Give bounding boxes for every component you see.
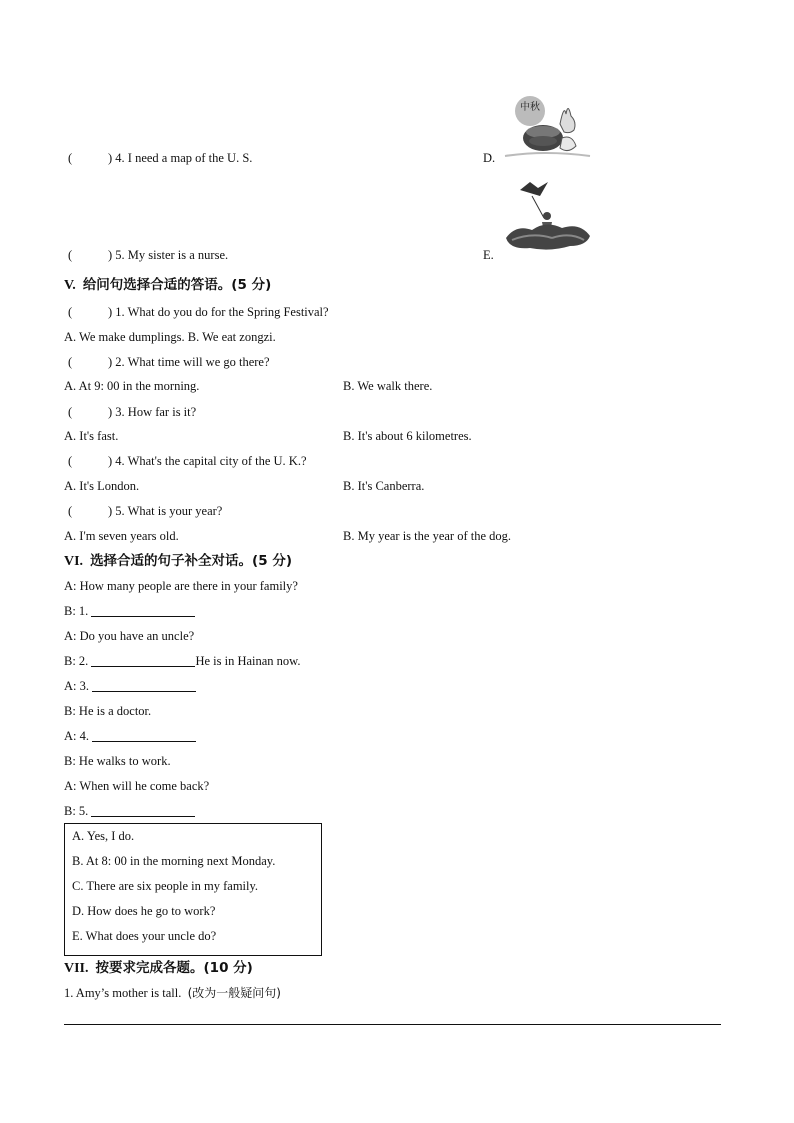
s5-answer-4a: A. It's London.	[64, 479, 140, 493]
s7-question-1: 1. Amy’s mother is tall. (改为一般疑问句)	[64, 986, 281, 1000]
match-letter-d: D.	[483, 151, 496, 165]
section-7-heading: VII. 按要求完成各题。(10 分)	[64, 960, 253, 976]
dialog-line-6: B: He is a doctor.	[64, 704, 152, 718]
dialog-line-5: A: 3.	[64, 678, 196, 694]
match-item-5: ( ) 5. My sister is a nurse.	[68, 248, 229, 262]
blank-5[interactable]	[91, 804, 195, 817]
dialog-line-2: B: 1.	[64, 603, 195, 619]
match-letter-e: E.	[483, 248, 494, 262]
option-b: B. At 8: 00 in the morning next Monday.	[72, 854, 276, 868]
blank-2[interactable]	[91, 654, 195, 667]
mooncake-rabbit-image	[500, 94, 592, 164]
option-a: A. Yes, I do.	[72, 829, 135, 843]
s5-question-3: ( ) 3. How far is it?	[68, 405, 197, 419]
kite-field-image	[502, 178, 594, 258]
dialog-line-10: B: 5.	[64, 803, 195, 819]
dialog-line-1: A: How many people are there in your family?	[64, 579, 298, 593]
answer-line[interactable]	[64, 1024, 721, 1025]
match-item-5-text: 5. My sister is a nurse.	[115, 248, 229, 262]
blank-3[interactable]	[92, 679, 196, 692]
section-5-heading: V. 给问句选择合适的答语。(5 分)	[64, 277, 272, 293]
s5-question-5: ( ) 5. What is your year?	[68, 504, 223, 518]
dialog-line-3: A: Do you have an uncle?	[64, 629, 195, 643]
s5-question-4: ( ) 4. What's the capital city of the U. K.?	[68, 454, 307, 468]
mooncake-label: 中秋	[520, 102, 540, 113]
s5-answer-5a: A. I'm seven years old.	[64, 529, 179, 543]
match-item-4: ( ) 4. I need a map of the U. S.	[68, 151, 253, 165]
blank-1[interactable]	[91, 604, 195, 617]
s5-answer-2a: A. At 9: 00 in the morning.	[64, 379, 200, 393]
s5-answer-4b: B. It's Canberra.	[343, 479, 425, 493]
blank-4[interactable]	[92, 729, 196, 742]
s5-answer-2b: B. We walk there.	[343, 379, 433, 393]
option-d: D. How does he go to work?	[72, 904, 216, 918]
s5-question-1: ( ) 1. What do you do for the Spring Festival?	[68, 305, 329, 319]
answer-paren: (	[68, 151, 73, 165]
section-6-heading: VI. 选择合适的句子补全对话。(5 分)	[64, 553, 292, 569]
answer-paren: (	[68, 248, 73, 262]
dialog-line-8: B: He walks to work.	[64, 754, 171, 768]
match-item-4-text: 4. I need a map of the U. S.	[115, 151, 253, 165]
option-c: C. There are six people in my family.	[72, 879, 259, 893]
dialog-line-7: A: 4.	[64, 728, 196, 744]
s5-question-2: ( ) 2. What time will we go there?	[68, 355, 270, 369]
dialog-line-4: B: 2. He is in Hainan now.	[64, 654, 301, 668]
option-e: E. What does your uncle do?	[72, 929, 217, 943]
s5-answer-3a: A. It's fast.	[64, 429, 119, 443]
s5-answer-5b: B. My year is the year of the dog.	[343, 529, 512, 543]
s5-answer-1: A. We make dumplings. B. We eat zongzi.	[64, 330, 276, 344]
s5-answer-3b: B. It's about 6 kilometres.	[343, 429, 472, 443]
dialog-line-9: A: When will he come back?	[64, 779, 210, 793]
